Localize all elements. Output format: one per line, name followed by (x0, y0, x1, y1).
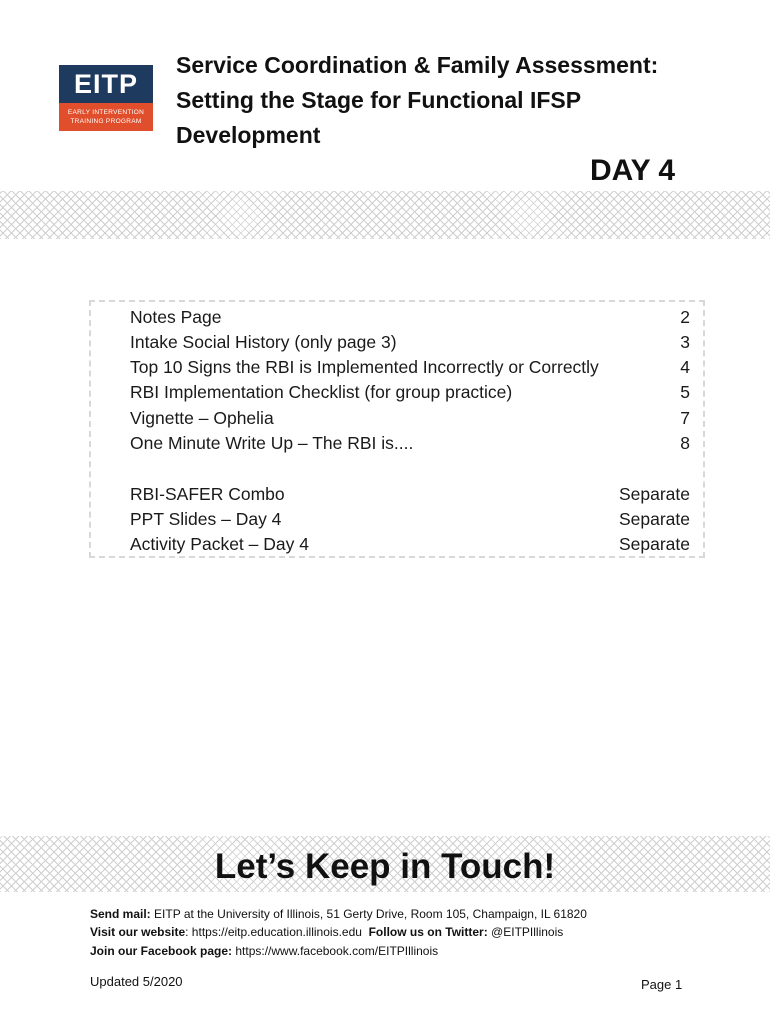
toc-row-notes-page (130, 305, 690, 329)
toc-row-rbi-checklist (130, 380, 690, 404)
logo-subtitle-line2: TRAINING PROGRAM (70, 118, 142, 125)
mail-address: EITP at the University of Illinois, 51 Gerty Drive, Room 105, Champaign, IL 61820 (154, 907, 587, 921)
toc-label: RBI Implementation Checklist (for group practice) (130, 382, 513, 402)
toc-row-top-10-signs (130, 355, 690, 379)
toc-label: PPT Slides – Day 4 (130, 509, 282, 529)
title-line-2: Setting the Stage for Functional IFSP (176, 87, 582, 113)
toc-label: RBI-SAFER Combo (130, 484, 285, 504)
toc-page: 3 (680, 332, 690, 352)
logo-wordmark: EITP (59, 65, 153, 103)
website-link[interactable]: : https://eitp.education.illinois.edu (185, 925, 362, 939)
toc-row-one-minute-write-up (130, 431, 690, 455)
decorative-pattern-band-top (0, 191, 770, 239)
title-line-1: Service Coordination & Family Assessment: (176, 52, 659, 78)
title-line-3: Development (176, 122, 321, 148)
twitter-handle[interactable]: @EITPIllinois (491, 925, 564, 939)
contact-web-twitter (90, 923, 563, 941)
toc-label: Activity Packet – Day 4 (130, 534, 309, 554)
website-label: Visit our website (90, 925, 186, 939)
toc-row-rbi-safer-combo (130, 482, 690, 506)
contact-mail (90, 905, 587, 923)
page-number: Page 1 (641, 977, 683, 992)
toc-label: Notes Page (130, 307, 222, 327)
logo-subtitle-line1: EARLY INTERVENTION (67, 109, 145, 116)
toc-label: One Minute Write Up – The RBI is.... (130, 433, 414, 453)
toc-page: 8 (680, 433, 690, 453)
toc-page: Separate (618, 509, 690, 529)
day-label: DAY 4 (590, 154, 676, 187)
logo-subtitle (59, 103, 153, 131)
twitter-label: Follow us on Twitter: (368, 925, 488, 939)
mail-label: Send mail: (90, 907, 151, 921)
toc-page: 2 (680, 307, 690, 327)
toc-page: Separate (618, 534, 690, 554)
toc-label: Vignette – Ophelia (130, 408, 274, 428)
toc-page: Separate (618, 484, 690, 504)
toc-page: 4 (680, 357, 690, 377)
contact-facebook (90, 942, 438, 960)
toc-row-vignette-ophelia (130, 406, 690, 430)
toc-row-intake-social-history (130, 330, 690, 354)
facebook-label: Join our Facebook page: (90, 944, 233, 958)
updated-date: Updated 5/2020 (90, 974, 183, 989)
facebook-link[interactable]: https://www.facebook.com/EITPIllinois (235, 944, 439, 958)
document-title (176, 48, 716, 153)
eitp-logo (59, 65, 153, 131)
toc-row-activity-packet (130, 532, 690, 556)
toc-label: Intake Social History (only page 3) (130, 332, 397, 352)
toc-page: 7 (680, 408, 690, 428)
toc-row-ppt-slides (130, 507, 690, 531)
toc-label: Top 10 Signs the RBI is Implemented Incorrectly or Correctly (130, 357, 599, 377)
toc-page: 5 (680, 382, 690, 402)
keep-in-touch-heading: Let’s Keep in Touch! (214, 847, 556, 886)
